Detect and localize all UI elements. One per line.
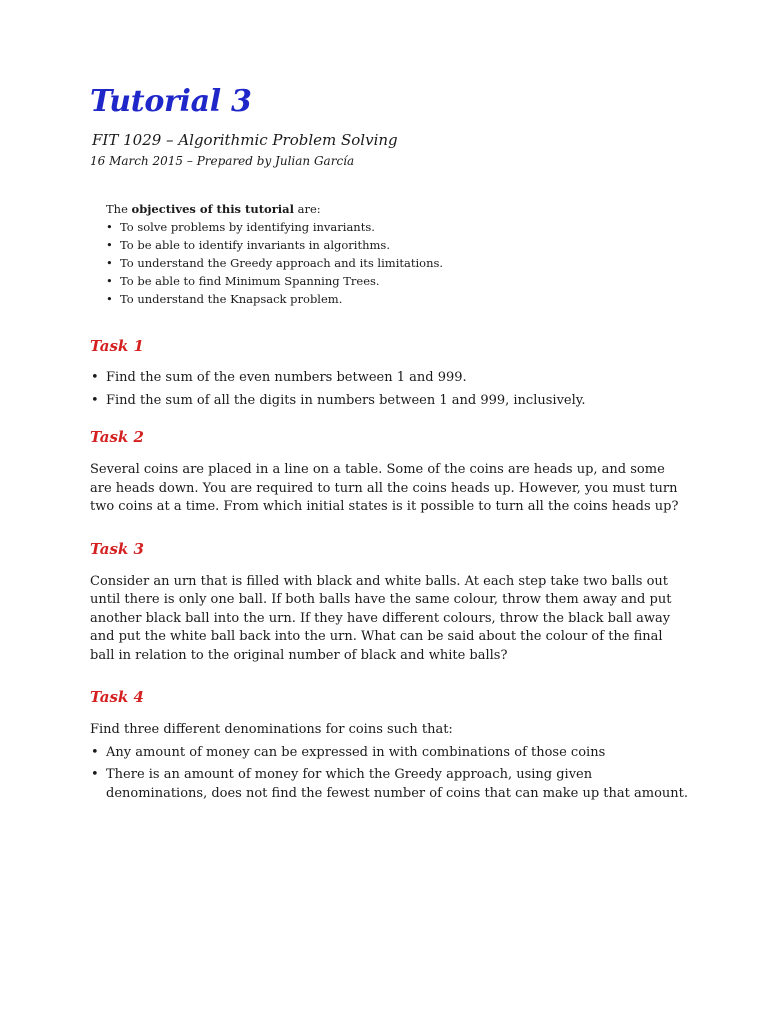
date-author-line: 16 March 2015 – Prepared by Julian García [90,154,355,168]
task-4-text: Find three different denominations for coins such that: [90,722,453,737]
objective-item: • To solve problems by identifying invariants. [106,218,690,236]
document-page [90,82,690,807]
objective-item: • To understand the Knapsack problem. [106,290,690,308]
task-heading: Task 3 [90,539,144,558]
objective-item: • To be able to find Minimum Spanning Trees. [106,272,690,290]
task-2-section [90,427,690,517]
task-bullet: • Find the sum of the even numbers between 1 and 999. [90,369,690,388]
task-3-text: Consider an urn that is filled with black and white balls. At each step take two balls out until there is only one ball. If both balls have the same colour, throw them away and put another black ball into the urn. If they have different colours, throw the black ball away and put the white ball back into the urn. What can be said about the colour of the final ball in relation to the original number of black and white balls? [90,573,672,663]
objectives-list [106,218,690,308]
objectives-intro-suffix: are: [297,202,321,216]
task-heading: Task 4 [90,688,144,706]
objectives-intro [106,200,690,218]
objectives-intro-prefix: The [106,202,128,216]
objectives-section [106,200,690,308]
task-heading: Task 1 [90,337,144,355]
task-bullet: • There is an amount of money for which the Greedy approach, using given denominations, does not find the fewest number of coins that can make up that amount. [90,766,690,803]
task-4-section [90,687,690,803]
task-bullet: • Find the sum of all the digits in numbers between 1 and 999, inclusively. [90,392,690,411]
task-1-section [90,336,690,410]
task-2-text: Several coins are placed in a line on a table. Some of the coins are heads up, and some are heads down. You are required to turn all the coins heads up. However, you must turn two coins at a time. From which initial states is it possible to turn all the coins heads up? [90,462,679,514]
task-1-bullets [90,369,690,410]
objective-item: • To be able to identify invariants in algorithms. [106,236,690,254]
objective-item: • To understand the Greedy approach and its limitations. [106,254,690,272]
course-subtitle: FIT 1029 – Algorithmic Problem Solving [92,131,398,149]
task-heading: Task 2 [90,428,144,446]
page-title: Tutorial 3 [90,84,252,119]
task-bullet: • Any amount of money can be expressed in with combinations of those coins [90,744,690,763]
task-4-bullets [90,744,690,804]
task-3-section [90,539,690,666]
objectives-intro-bold: objectives of this tutorial [131,202,294,216]
